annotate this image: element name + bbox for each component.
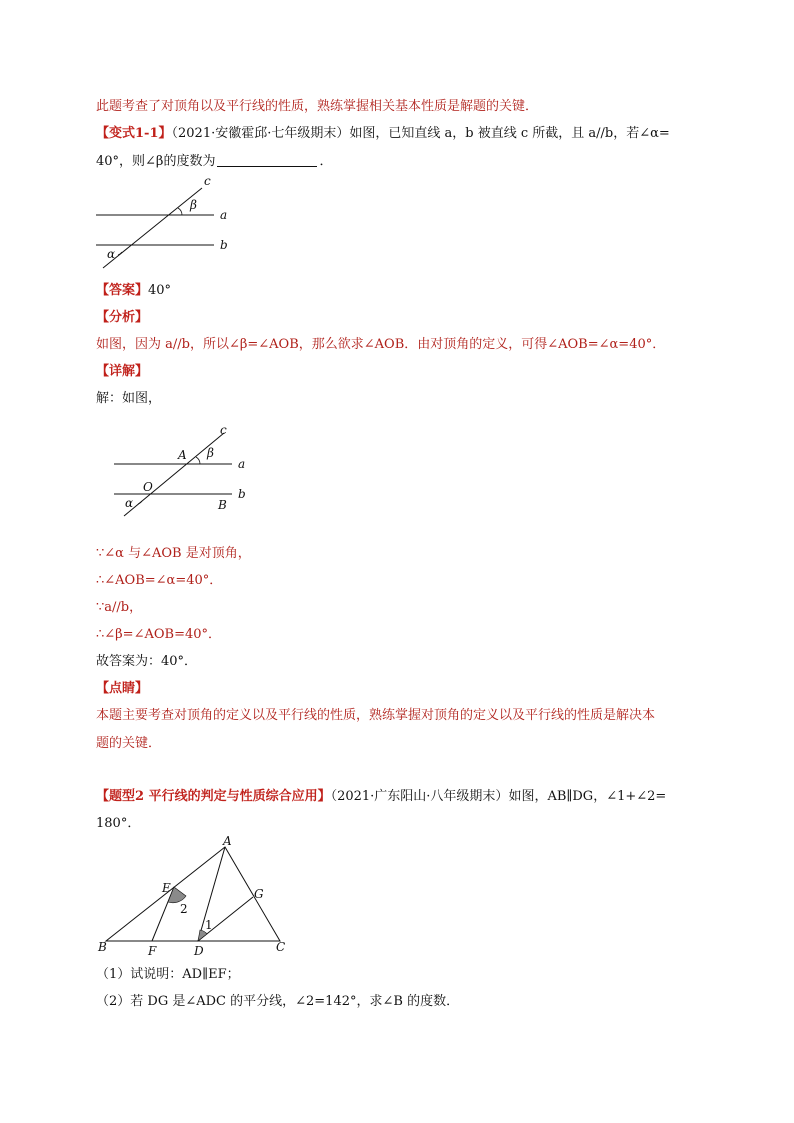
answer-line (96, 282, 706, 300)
detail-step-3: ∵a//b， (96, 600, 143, 615)
label-C: C (276, 940, 286, 954)
detail-step-2: ∴∠AOB=∠α=40°． (96, 573, 223, 588)
analysis-tag: 【分析】 (96, 310, 149, 325)
problem2-part2: （2）若 DG 是∠ADC 的平分线，∠2=142°，求∠B 的度数． (96, 994, 460, 1009)
answer-tag: 【答案】 (96, 283, 149, 298)
problem2-source: （2021·广东阳山·八年级期末） (330, 789, 509, 804)
label-beta-2: β (207, 446, 214, 460)
label-alpha: α (107, 247, 116, 261)
variant-question-text2: 40°，则∠β的度数为 (96, 154, 216, 169)
label-B: B (218, 498, 227, 512)
comment-line2: 题的关键． (96, 736, 162, 751)
answer-value: 40° (148, 283, 172, 298)
label-b: b (220, 238, 228, 252)
label-O: O (143, 480, 153, 494)
analysis-text: 如图，因为 a//b，所以∠β=∠AOB，那么欲求∠AOB．由对顶角的定义，可得∠AOB=∠α=40°． (96, 337, 666, 352)
label-angle-1: 1 (205, 918, 213, 932)
detail-step-1: ∵∠α 与∠AOB 是对顶角， (96, 546, 251, 561)
detail-step-4: ∴∠β=∠AOB=40°． (96, 627, 221, 642)
problem2-part1: （1）试说明：AD∥EF； (96, 967, 240, 982)
variant-source: （2021·安徽霍邱·七年级期末） (171, 126, 350, 141)
problem2-line1 (96, 788, 706, 806)
problem2-tag: 【题型2 平行线的判定与性质综合应用】 (96, 789, 331, 804)
detail-step-5: 故答案为：40°． (96, 654, 198, 669)
label-F: F (148, 944, 157, 958)
label-c: c (204, 174, 211, 188)
label-angle-2: 2 (180, 902, 188, 916)
label-a-2: a (238, 457, 246, 471)
label-A-3: A (223, 834, 232, 848)
label-G: G (254, 887, 264, 901)
problem2-question-text1: 如图，AB∥DG，∠1+∠2= (508, 789, 667, 804)
label-alpha-2: α (125, 496, 134, 510)
label-B-3: B (98, 940, 107, 954)
label-c-2: c (220, 423, 227, 437)
detail-tag: 【详解】 (96, 364, 149, 379)
angle-beta-arc-2 (196, 457, 200, 464)
label-a: a (220, 208, 228, 222)
variant-question-text1: 如图，已知直线 a，b 被直线 c 所截，且 a//b，若∠α= (349, 126, 670, 141)
angle-beta-arc (178, 208, 182, 215)
intro-remark: 此题考查了对顶角以及平行线的性质，熟练掌握相关基本性质是解题的关键． (96, 99, 539, 114)
label-E: E (162, 881, 171, 895)
label-beta: β (190, 198, 197, 212)
comment-tag: 【点睛】 (96, 681, 149, 696)
variant-tag: 【变式1-1】 (96, 126, 172, 141)
label-b-2: b (238, 487, 246, 501)
comment-line1: 本题主要考查对顶角的定义以及平行线的性质，熟练掌握对顶角的定义以及平行线的性质是解决本 (96, 708, 656, 723)
label-D: D (194, 944, 204, 958)
problem2-line2: 180°． (96, 816, 141, 831)
transversal-c (103, 188, 202, 268)
variant-question-end: ． (319, 154, 333, 169)
label-A: A (178, 448, 187, 462)
detail-intro: 解：如图， (96, 391, 162, 406)
